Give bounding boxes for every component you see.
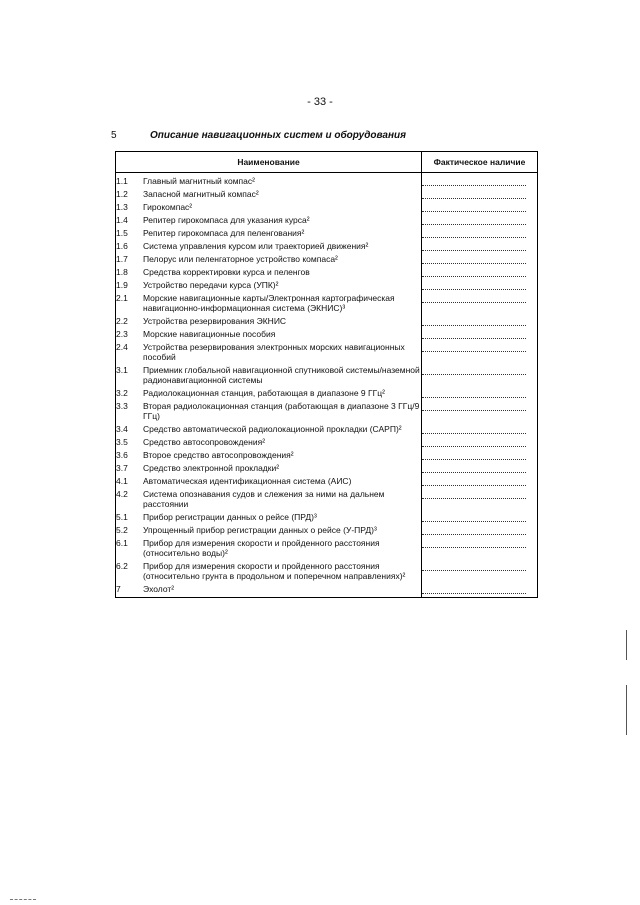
row-name: Вторая радиолокационная станция (работающая в диапазоне 3 ГГц/9 ГГц) xyxy=(143,401,420,421)
table-row xyxy=(116,241,538,254)
row-fact xyxy=(422,254,538,267)
row-number: 3.7 xyxy=(116,463,144,476)
dotted-fill-line xyxy=(422,409,526,411)
table-row xyxy=(116,293,538,316)
row-number: 4.2 xyxy=(116,489,144,512)
table-row xyxy=(116,525,538,538)
row-fact xyxy=(422,401,538,424)
row-fact xyxy=(422,241,538,254)
table-row xyxy=(116,489,538,512)
page-number: - 33 - xyxy=(307,96,333,108)
dotted-fill-line xyxy=(422,288,526,290)
row-fact xyxy=(422,437,538,450)
row-name: Упрощенный прибор регистрации данных о рейсе (У-ПРД)³ xyxy=(143,525,377,535)
table-row xyxy=(116,424,538,437)
row-name: Средство автоматической радиолокационной прокладки (САРП)² xyxy=(143,424,402,434)
section-title: Описание навигационных систем и оборудования xyxy=(150,130,406,141)
row-fact xyxy=(422,342,538,365)
equipment-table xyxy=(115,151,538,598)
row-number: 2.2 xyxy=(116,316,144,329)
dotted-fill-line xyxy=(422,184,526,186)
row-number: 4.1 xyxy=(116,476,144,489)
dotted-fill-line xyxy=(422,301,526,303)
row-name: Система управления курсом или траекторией движения² xyxy=(143,241,369,251)
row-fact xyxy=(422,450,538,463)
dotted-fill-line xyxy=(422,210,526,212)
row-fact xyxy=(422,293,538,316)
row-name: Главный магнитный компас² xyxy=(143,176,255,186)
dotted-fill-line xyxy=(422,373,526,375)
scan-edge-mark xyxy=(626,685,627,735)
row-number: 1.5 xyxy=(116,228,144,241)
table-row xyxy=(116,202,538,215)
dotted-fill-line xyxy=(422,484,526,486)
row-number: 1.9 xyxy=(116,280,144,293)
row-number: 1.6 xyxy=(116,241,144,254)
table-row xyxy=(116,254,538,267)
row-number: 2.1 xyxy=(116,293,144,316)
row-number: 1.3 xyxy=(116,202,144,215)
row-fact xyxy=(422,476,538,489)
dotted-fill-line xyxy=(422,396,526,398)
row-fact xyxy=(422,215,538,228)
row-name: Устройство передачи курса (УПК)² xyxy=(143,280,279,290)
row-name: Средство электронной прокладки² xyxy=(143,463,280,473)
row-number: 5.2 xyxy=(116,525,144,538)
row-number: 1.7 xyxy=(116,254,144,267)
row-name: Репитер гирокомпаса для пеленгования² xyxy=(143,228,305,238)
scan-footer-mark xyxy=(10,899,36,900)
row-name: Запасной магнитный компас² xyxy=(143,189,259,199)
dotted-fill-line xyxy=(422,197,526,199)
dotted-fill-line xyxy=(422,337,526,339)
row-fact xyxy=(422,561,538,584)
header-fact: Фактическое наличие xyxy=(422,152,538,173)
row-number: 3.2 xyxy=(116,388,144,401)
table-row xyxy=(116,342,538,365)
table-row xyxy=(116,173,538,190)
row-number: 6.1 xyxy=(116,538,144,561)
row-fact xyxy=(422,489,538,512)
table-row xyxy=(116,401,538,424)
dotted-fill-line xyxy=(422,445,526,447)
row-fact xyxy=(422,463,538,476)
row-fact xyxy=(422,525,538,538)
dotted-fill-line xyxy=(422,324,526,326)
row-fact xyxy=(422,329,538,342)
row-number: 1.1 xyxy=(116,173,144,190)
row-number: 3.3 xyxy=(116,401,144,424)
table-row xyxy=(116,512,538,525)
row-name: Радиолокационная станция, работающая в диапазоне 9 ГГц² xyxy=(143,388,385,398)
row-fact xyxy=(422,388,538,401)
row-number: 1.2 xyxy=(116,189,144,202)
dotted-fill-line xyxy=(422,520,526,522)
row-number: 1.8 xyxy=(116,267,144,280)
table-header-row xyxy=(116,152,538,173)
row-number: 1.4 xyxy=(116,215,144,228)
table-row xyxy=(116,329,538,342)
row-name: Автоматическая идентификационная система (АИС) xyxy=(143,476,352,486)
row-name: Система опознавания судов и слежения за ними на дальнем расстоянии xyxy=(143,489,385,509)
table-row xyxy=(116,450,538,463)
dotted-fill-line xyxy=(422,533,526,535)
header-name: Наименование xyxy=(116,152,422,173)
dotted-fill-line xyxy=(422,236,526,238)
dotted-fill-line xyxy=(422,262,526,264)
dotted-fill-line xyxy=(422,592,526,594)
dotted-fill-line xyxy=(422,275,526,277)
row-name: Репитер гирокомпаса для указания курса² xyxy=(143,215,310,225)
row-name: Второе средство автосопровождения² xyxy=(143,450,294,460)
row-number: 3.4 xyxy=(116,424,144,437)
table-row xyxy=(116,280,538,293)
dotted-fill-line xyxy=(422,350,526,352)
row-name: Приемник глобальной навигационной спутниковой системы/наземной радионавигационной системы xyxy=(143,365,420,385)
row-name: Средство автосопровождения² xyxy=(143,437,266,447)
row-fact xyxy=(422,424,538,437)
row-fact xyxy=(422,267,538,280)
row-number: 3.6 xyxy=(116,450,144,463)
table-row xyxy=(116,561,538,584)
dotted-fill-line xyxy=(422,471,526,473)
table-row xyxy=(116,215,538,228)
row-fact xyxy=(422,512,538,525)
table-row xyxy=(116,476,538,489)
table-body xyxy=(116,173,538,598)
row-name: Гирокомпас² xyxy=(143,202,193,212)
dotted-fill-line xyxy=(422,569,526,571)
row-fact xyxy=(422,280,538,293)
table-row xyxy=(116,267,538,280)
row-name: Прибор для измерения скорости и пройденного расстояния (относительно грунта в продольном и поперечном направлениях)² xyxy=(143,561,406,581)
row-fact xyxy=(422,173,538,190)
section-number: 5 xyxy=(111,130,117,141)
row-name: Пелорус или пеленгаторное устройство компаса² xyxy=(143,254,338,264)
row-fact xyxy=(422,538,538,561)
row-name: Морские навигационные карты/Электронная картографическая навигационно-информационная система (ЭКНИС)³ xyxy=(143,293,395,313)
table-row xyxy=(116,584,538,598)
row-fact xyxy=(422,316,538,329)
row-number: 6.2 xyxy=(116,561,144,584)
row-number: 5.1 xyxy=(116,512,144,525)
row-fact xyxy=(422,202,538,215)
dotted-fill-line xyxy=(422,249,526,251)
row-name: Прибор для измерения скорости и пройденного расстояния (относительно воды)² xyxy=(143,538,380,558)
row-number: 2.4 xyxy=(116,342,144,365)
row-name: Устройства резервирования ЭКНИС xyxy=(143,316,287,326)
dotted-fill-line xyxy=(422,458,526,460)
row-number: 7 xyxy=(116,584,144,598)
row-fact xyxy=(422,189,538,202)
row-fact xyxy=(422,228,538,241)
row-number: 3.5 xyxy=(116,437,144,450)
row-name: Устройства резервирования электронных морских навигационных пособий xyxy=(143,342,405,362)
dotted-fill-line xyxy=(422,546,526,548)
row-name: Прибор регистрации данных о рейсе (ПРД)³ xyxy=(143,512,317,522)
table-row xyxy=(116,388,538,401)
row-name: Средства корректировки курса и пеленгов xyxy=(143,267,310,277)
row-fact xyxy=(422,365,538,388)
dotted-fill-line xyxy=(422,223,526,225)
table-row xyxy=(116,228,538,241)
row-number: 2.3 xyxy=(116,329,144,342)
row-number: 3.1 xyxy=(116,365,144,388)
scan-edge-mark xyxy=(626,630,627,660)
table-row xyxy=(116,463,538,476)
table-row xyxy=(116,316,538,329)
row-name: Эхолот² xyxy=(143,584,422,598)
table-row xyxy=(116,189,538,202)
dotted-fill-line xyxy=(422,432,526,434)
table-row xyxy=(116,538,538,561)
dotted-fill-line xyxy=(422,497,526,499)
row-fact xyxy=(422,584,538,598)
table-row xyxy=(116,437,538,450)
row-name: Морские навигационные пособия xyxy=(143,329,276,339)
table-row xyxy=(116,365,538,388)
